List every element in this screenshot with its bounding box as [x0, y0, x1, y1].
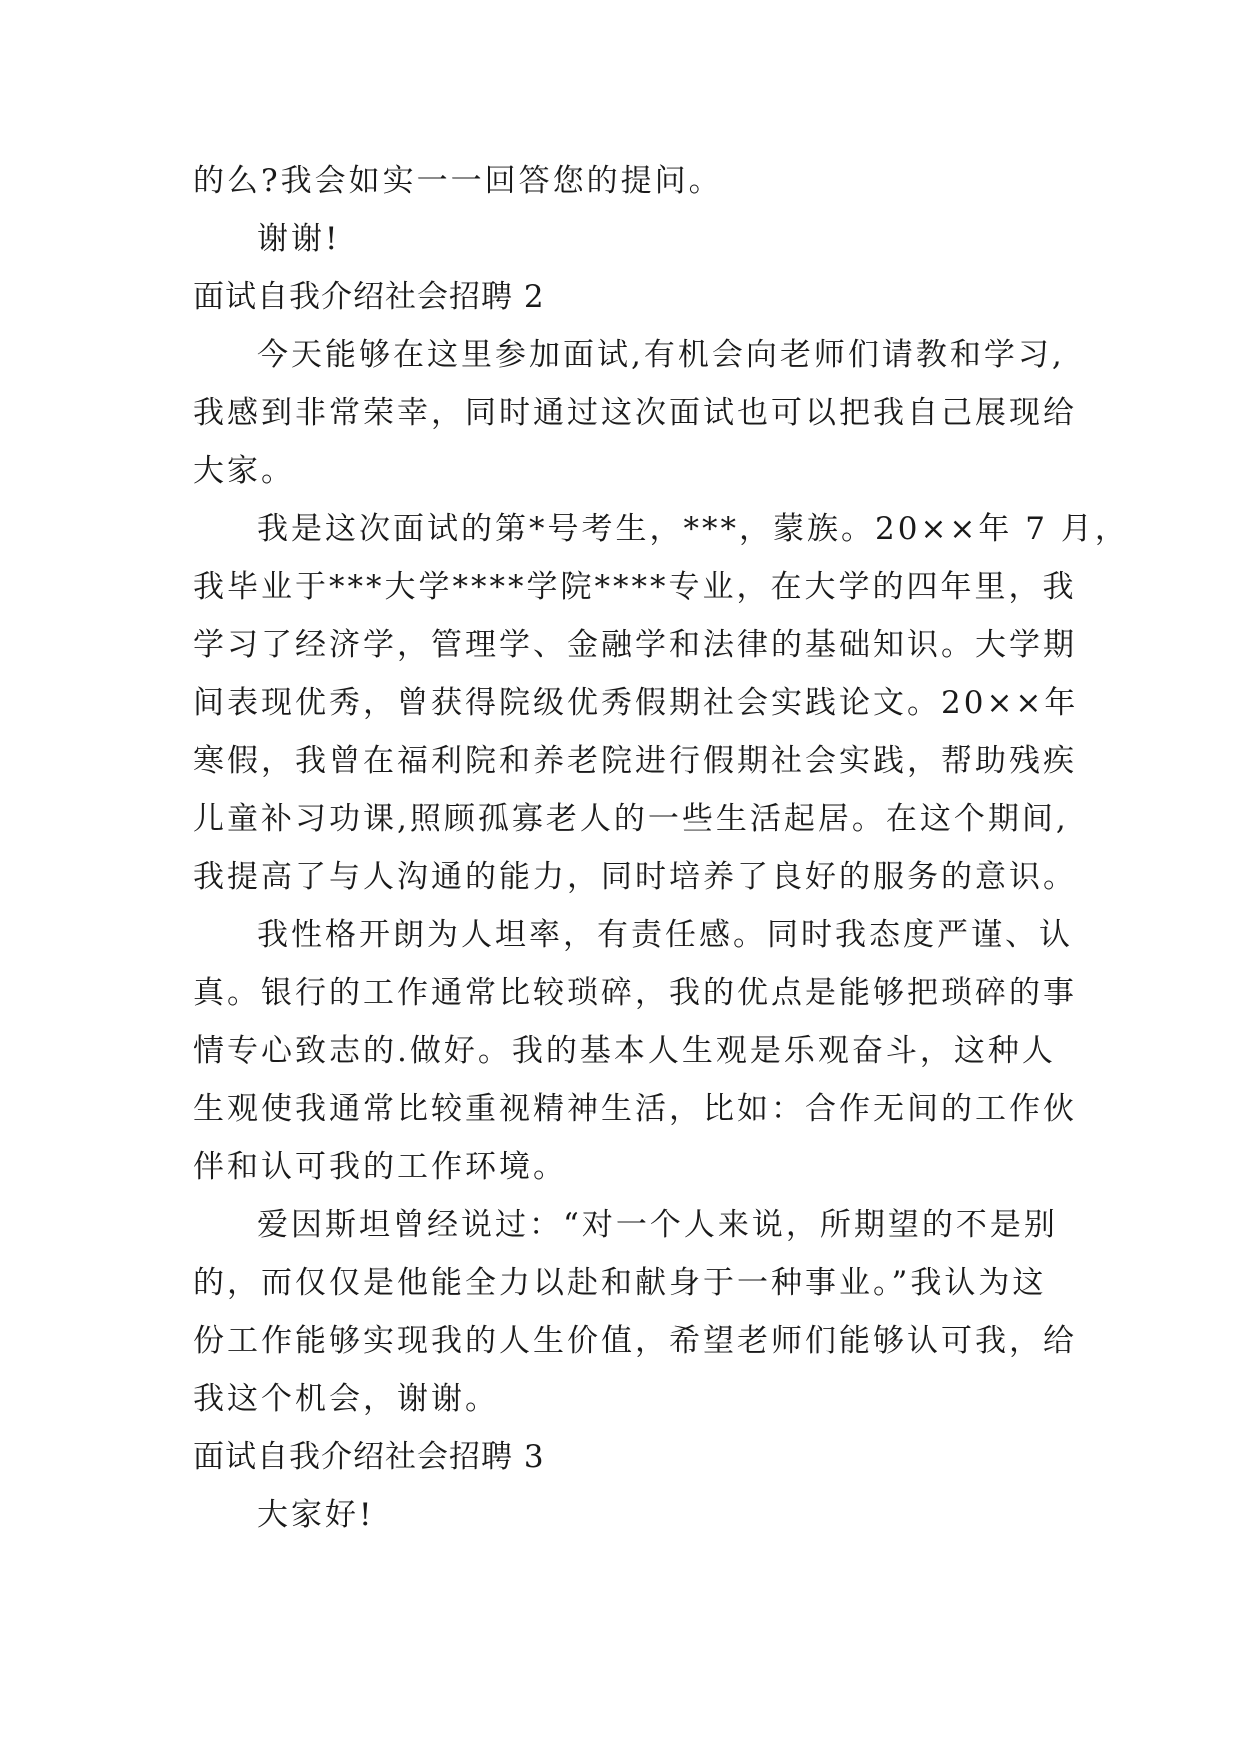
- text-line: 谢谢!: [257, 221, 341, 257]
- text-line: 寒假，我曾在福利院和养老院进行假期社会实践，帮助残疾: [193, 743, 1077, 779]
- text-line: 间表现优秀，曾获得院级优秀假期社会实践论文。20××年: [193, 685, 1079, 721]
- text-line: 我提高了与人沟通的能力，同时培养了良好的服务的意识。: [193, 859, 1077, 895]
- section-heading: 面试自我介绍社会招聘 2: [193, 279, 545, 315]
- document-page: [193, 152, 1129, 1544]
- text-line: 大家。: [193, 453, 295, 489]
- text-line: 我性格开朗为人坦率，有责任感。同时我态度严谨、认: [257, 917, 1073, 953]
- text-line: 真。银行的工作通常比较琐碎，我的优点是能够把琐碎的事: [193, 975, 1077, 1011]
- section-heading: 面试自我介绍社会招聘 3: [193, 1439, 545, 1475]
- text-line: 情专心致志的.做好。我的基本人生观是乐观奋斗，这种人: [193, 1033, 1056, 1069]
- text-line: 我是这次面试的第*号考生，***，蒙族。20××年 7 月，: [257, 511, 1129, 547]
- text-line: 生观使我通常比较重视精神生活，比如：合作无间的工作伙: [193, 1091, 1077, 1127]
- text-line: 大家好!: [257, 1497, 375, 1533]
- text-line: 份工作能够实现我的人生价值，希望老师们能够认可我，给: [193, 1323, 1077, 1359]
- text-line: 儿童补习功课,照顾孤寡老人的一些生活起居。在这个期间,: [193, 801, 1069, 837]
- text-line: 我感到非常荣幸，同时通过这次面试也可以把我自己展现给: [193, 395, 1077, 431]
- text-line: 今天能够在这里参加面试,有机会向老师们请教和学习,: [257, 337, 1065, 373]
- text-line: 的，而仅仅是他能全力以赴和献身于一种事业。”我认为这: [193, 1265, 1047, 1301]
- text-line: 的么?我会如实一一回答您的提问。: [193, 163, 723, 199]
- text-line: 我这个机会，谢谢。: [193, 1381, 499, 1417]
- text-line: 学习了经济学，管理学、金融学和法律的基础知识。大学期: [193, 627, 1077, 663]
- text-line: 我毕业于***大学****学院****专业，在大学的四年里，我: [193, 569, 1077, 605]
- text-line: 爱因斯坦曾经说过：“对一个人来说，所期望的不是别: [257, 1207, 1058, 1243]
- text-line: 伴和认可我的工作环境。: [193, 1149, 567, 1185]
